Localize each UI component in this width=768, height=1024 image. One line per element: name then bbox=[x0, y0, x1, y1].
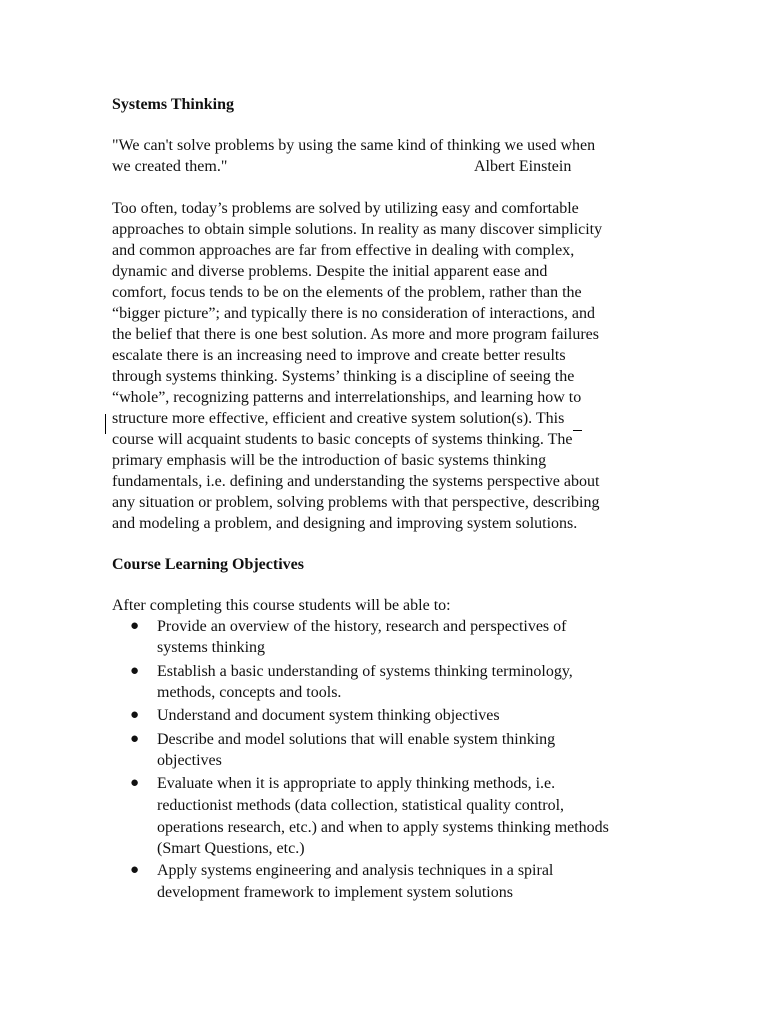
objectives-intro: After completing this course students will be able to: bbox=[112, 597, 451, 614]
edit-underline-mark bbox=[573, 430, 582, 431]
paragraph-line: approaches to obtain simple solutions. In reality as many discover simplicity bbox=[112, 221, 603, 238]
paragraph-line: and common approaches are far from effective in dealing with complex, bbox=[112, 242, 575, 259]
objectives-heading: Course Learning Objectives bbox=[112, 556, 304, 573]
bullet-icon: ● bbox=[130, 862, 140, 878]
objective-line: development framework to implement system solutions bbox=[157, 884, 513, 901]
paragraph-line: course will acquaint students to basic concepts of systems thinking. The bbox=[112, 431, 573, 448]
objective-line: operations research, etc.) and when to apply systems thinking methods bbox=[157, 819, 609, 836]
change-bar-mark bbox=[105, 414, 106, 434]
quote-line-2: we created them." bbox=[112, 158, 228, 175]
objective-line: Describe and model solutions that will enable system thinking bbox=[157, 731, 556, 748]
document-title: Systems Thinking bbox=[112, 96, 234, 113]
paragraph-line: dynamic and diverse problems. Despite the initial apparent ease and bbox=[112, 263, 548, 280]
objective-line: Understand and document system thinking objectives bbox=[157, 707, 500, 724]
paragraph-line: the belief that there is one best solution. As more and more program failures bbox=[112, 326, 599, 343]
paragraph-line: and modeling a problem, and designing and improving system solutions. bbox=[112, 515, 578, 532]
quote-author: Albert Einstein bbox=[474, 158, 572, 175]
objective-line: objectives bbox=[157, 752, 222, 769]
objective-line: (Smart Questions, etc.) bbox=[157, 840, 305, 857]
paragraph-line: escalate there is an increasing need to improve and create better results bbox=[112, 347, 566, 364]
paragraph-line: “whole”, recognizing patterns and interrelationships, and learning how to bbox=[112, 389, 582, 406]
paragraph-line: primary emphasis will be the introduction of basic systems thinking bbox=[112, 452, 547, 469]
objective-line: reductionist methods (data collection, statistical quality control, bbox=[157, 797, 565, 814]
objective-line: Establish a basic understanding of systems thinking terminology, bbox=[157, 663, 573, 680]
paragraph-line: structure more effective, efficient and creative system solution(s). This bbox=[112, 410, 565, 427]
objective-line: Provide an overview of the history, research and perspectives of bbox=[157, 618, 567, 635]
paragraph-line: Too often, today’s problems are solved by utilizing easy and comfortable bbox=[112, 200, 579, 217]
quote-line-1: "We can't solve problems by using the same kind of thinking we used when bbox=[112, 137, 596, 154]
bullet-icon: ● bbox=[130, 618, 140, 634]
paragraph-line: through systems thinking. Systems’ thinking is a discipline of seeing the bbox=[112, 368, 575, 385]
paragraph-line: “bigger picture”; and typically there is no consideration of interactions, and bbox=[112, 305, 595, 322]
objective-line: Evaluate when it is appropriate to apply thinking methods, i.e. bbox=[157, 775, 556, 792]
objective-line: methods, concepts and tools. bbox=[157, 684, 342, 701]
paragraph-line: comfort, focus tends to be on the elements of the problem, rather than the bbox=[112, 284, 582, 301]
bullet-icon: ● bbox=[130, 707, 140, 723]
paragraph-line: any situation or problem, solving problems with that perspective, describing bbox=[112, 494, 600, 511]
objective-line: systems thinking bbox=[157, 639, 266, 656]
paragraph-line: fundamentals, i.e. defining and understanding the systems perspective about bbox=[112, 473, 600, 490]
objective-line: Apply systems engineering and analysis techniques in a spiral bbox=[157, 862, 554, 879]
bullet-icon: ● bbox=[130, 731, 140, 747]
bullet-icon: ● bbox=[130, 775, 140, 791]
bullet-icon: ● bbox=[130, 663, 140, 679]
